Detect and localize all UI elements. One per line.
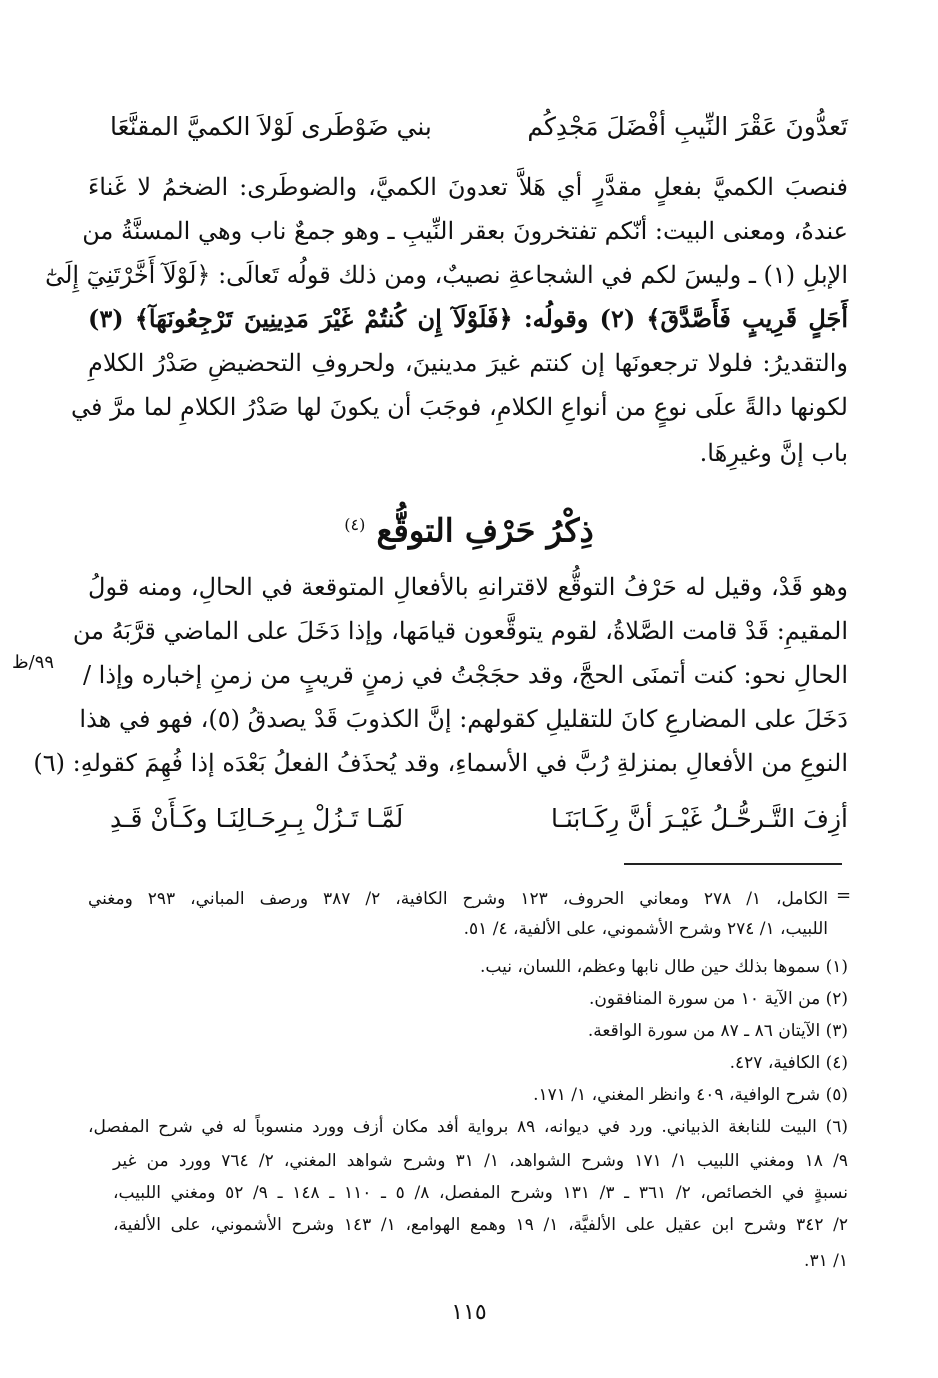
margin-folio-note: ٩٩/ظ <box>12 652 55 673</box>
footnote-line: ٢/ ٣٤٢ وشرح ابن عقيل على الألفيَّة، ١/ ١٩ وهمع الهوامع، ١/ ١٤٣ وشرح الأشموني، على الألفية، <box>113 1215 848 1235</box>
footnote-item: (٦) البيت للنابغة الذبياني. ورد في ديوانه، ٨٩ برواية أفد مكان أزف وورد منسوباً له في شرح المفصل، <box>88 1117 848 1137</box>
footnote-line: ٩/ ١٨ ومغني اللبيب ١/ ١٧١ وشرح الشواهد، ١/ ٣١ وشرح شواهد المغني، ٢/ ٧٦٤ وورد من غير <box>113 1151 848 1171</box>
footnote-line: الكامل، ١/ ٢٧٨ ومعاني الحروف، ١٢٣ وشرح الكافية، ٢/ ٣٨٧ ورصف المباني، ٢٩٣ ومغني <box>88 889 828 909</box>
paragraph-1-line: أَجَلٍ قَرِيبٍ فَأَصَّدَّقَ﴾ (٢) وقولُه: ﴿فَلَوْلَآ إِن كُنتُمْ غَيْرَ مَدِينِينَ تَرْجِعُونَهَآ﴾ (٣) <box>88 304 848 333</box>
paragraph-2-line: وهو قَدْ، وقيل له حَرْفُ التوقُّع لاقترانهِ بالأفعالِ المتوقعة في الحالِ، ومنه قولُ <box>88 573 848 601</box>
footnote-item: (٢) من الآية ١٠ من سورة المنافقون. <box>588 989 848 1009</box>
page-number: ١١٥ <box>451 1300 487 1325</box>
paragraph-2-line: المقيمِ: قَدْ قامت الصَّلاةُ، لقوم يتوقَّعون قيامَها، وإذا دَخَلَ على الماضي قرَّبَهُ من <box>72 617 848 645</box>
section-heading <box>0 500 938 550</box>
footnote-continuation-mark: = <box>836 885 852 906</box>
paragraph-2-line: النوعِ من الأفعالِ بمنزلةِ رُبَّ في الأسماءِ، وقد يُحذَفُ الفعلُ بَعْدَه إذا فُهِمَ كقولهِ: (٦) <box>33 749 848 777</box>
paragraph-1-line: عندهُ، ومعنى البيت: أنّكم تفتخرونَ بعقر النِّيبِ ـ وهو جمعٌ ناب وهي المسنَّةُ من <box>82 217 848 245</box>
paragraph-1-line: باب إنَّ وغيرِهَا. <box>699 439 848 467</box>
section-heading-title: ذِكْرُ حَرْفِ التوقُّع <box>376 511 594 550</box>
verse-2-first-hemistich: أزِفَ التَّـرحُّـلُ غَيْـرَ أنَّ رِكَـابَنَـا <box>550 803 848 833</box>
verse-1-first-hemistich: بني ضَوْطَرى لَوْلاَ الكميَّ المقنَّعَا <box>110 111 432 141</box>
footnote-item: (٤) الكافية، ٤٢٧. <box>729 1053 848 1073</box>
footnote-item: (٥) شرح الوافية، ٤٠٩ وانظر المغني، ١/ ١٧١. <box>533 1085 848 1105</box>
paragraph-2-line: دَخَلَ على المضارعِ كانَ للتقليلِ كقولهم: إنَّ الكذوبَ قَدْ يصدقُ (٥)، فهو في هذا <box>79 705 848 733</box>
paragraph-2-line: الحالِ نحو: كنت أتمنَى الحجَّ، وقد حجَجْتُ في زمنٍ قريبٍ من زمنِ إخباره وإذا / <box>82 661 848 689</box>
verse-1-second-hemistich: تَعدُّونَ عَقْرَ النِّيبِ أفْضَلَ مَجْدِكُم <box>527 111 848 141</box>
footnote-item: (٣) الآيتان ٨٦ ـ ٨٧ من سورة الواقعة. <box>587 1021 848 1041</box>
verse-1 <box>110 104 848 148</box>
verse-2-second-hemistich: لَمَّـا تَـزُلْ بِـرِحَـالِنَـا وكَـأَنْ قَـدِ <box>110 803 404 833</box>
paragraph-1-line: فنصبَ الكميَّ بفعلٍ مقدَّرٍ أي هَلاَّ تعدونَ الكميَّ، والضوطَرى: الضخمُ لا غَناءَ <box>88 173 848 201</box>
footnote-item: (١) سموها بذلك حين طال نابها وعظم، اللسان، نيب. <box>479 957 848 977</box>
footnote-separator <box>624 863 842 865</box>
footnote-line: نسبةٍ في الخصائص، ٢/ ٣٦١ ـ ٣/ ١٣١ وشرح المفصل، ٨/ ٥ ـ ١١٠ ـ ١٤٨ ـ ٩/ ٥٢ ومغني اللبيب، <box>113 1183 849 1203</box>
footnote-line: اللبيب، ١/ ٢٧٤ وشرح الأشموني، على الألفية، ٤/ ٥١. <box>463 919 828 939</box>
paragraph-1-line: لكونها دالةً علَى نوعٍ من أنواعِ الكلامِ، فوجَبَ أن يكونَ لها صَدْرُ الكلامِ لما مرَّ في <box>71 393 848 421</box>
footnote-line: ١/ ٣١. <box>804 1251 848 1271</box>
paragraph-1-line: والتقديرُ: فلولا ترجعونَها إن كنتم غيرَ مدينينَ، ولحروفِ التحضيضِ صَدْرُ الكلامِ <box>88 349 848 377</box>
section-heading-note-ref: (٤) <box>344 515 366 534</box>
verse-2 <box>110 796 848 840</box>
paragraph-1-line: الإبلِ (١) ـ وليسَ لكم في الشجاعةِ نصيبٌ، ومن ذلك قولُه تَعالَى: ﴿لَوْلَآ أَخَّرْتَنِيٓ إِلَىٰٓ <box>45 261 848 289</box>
